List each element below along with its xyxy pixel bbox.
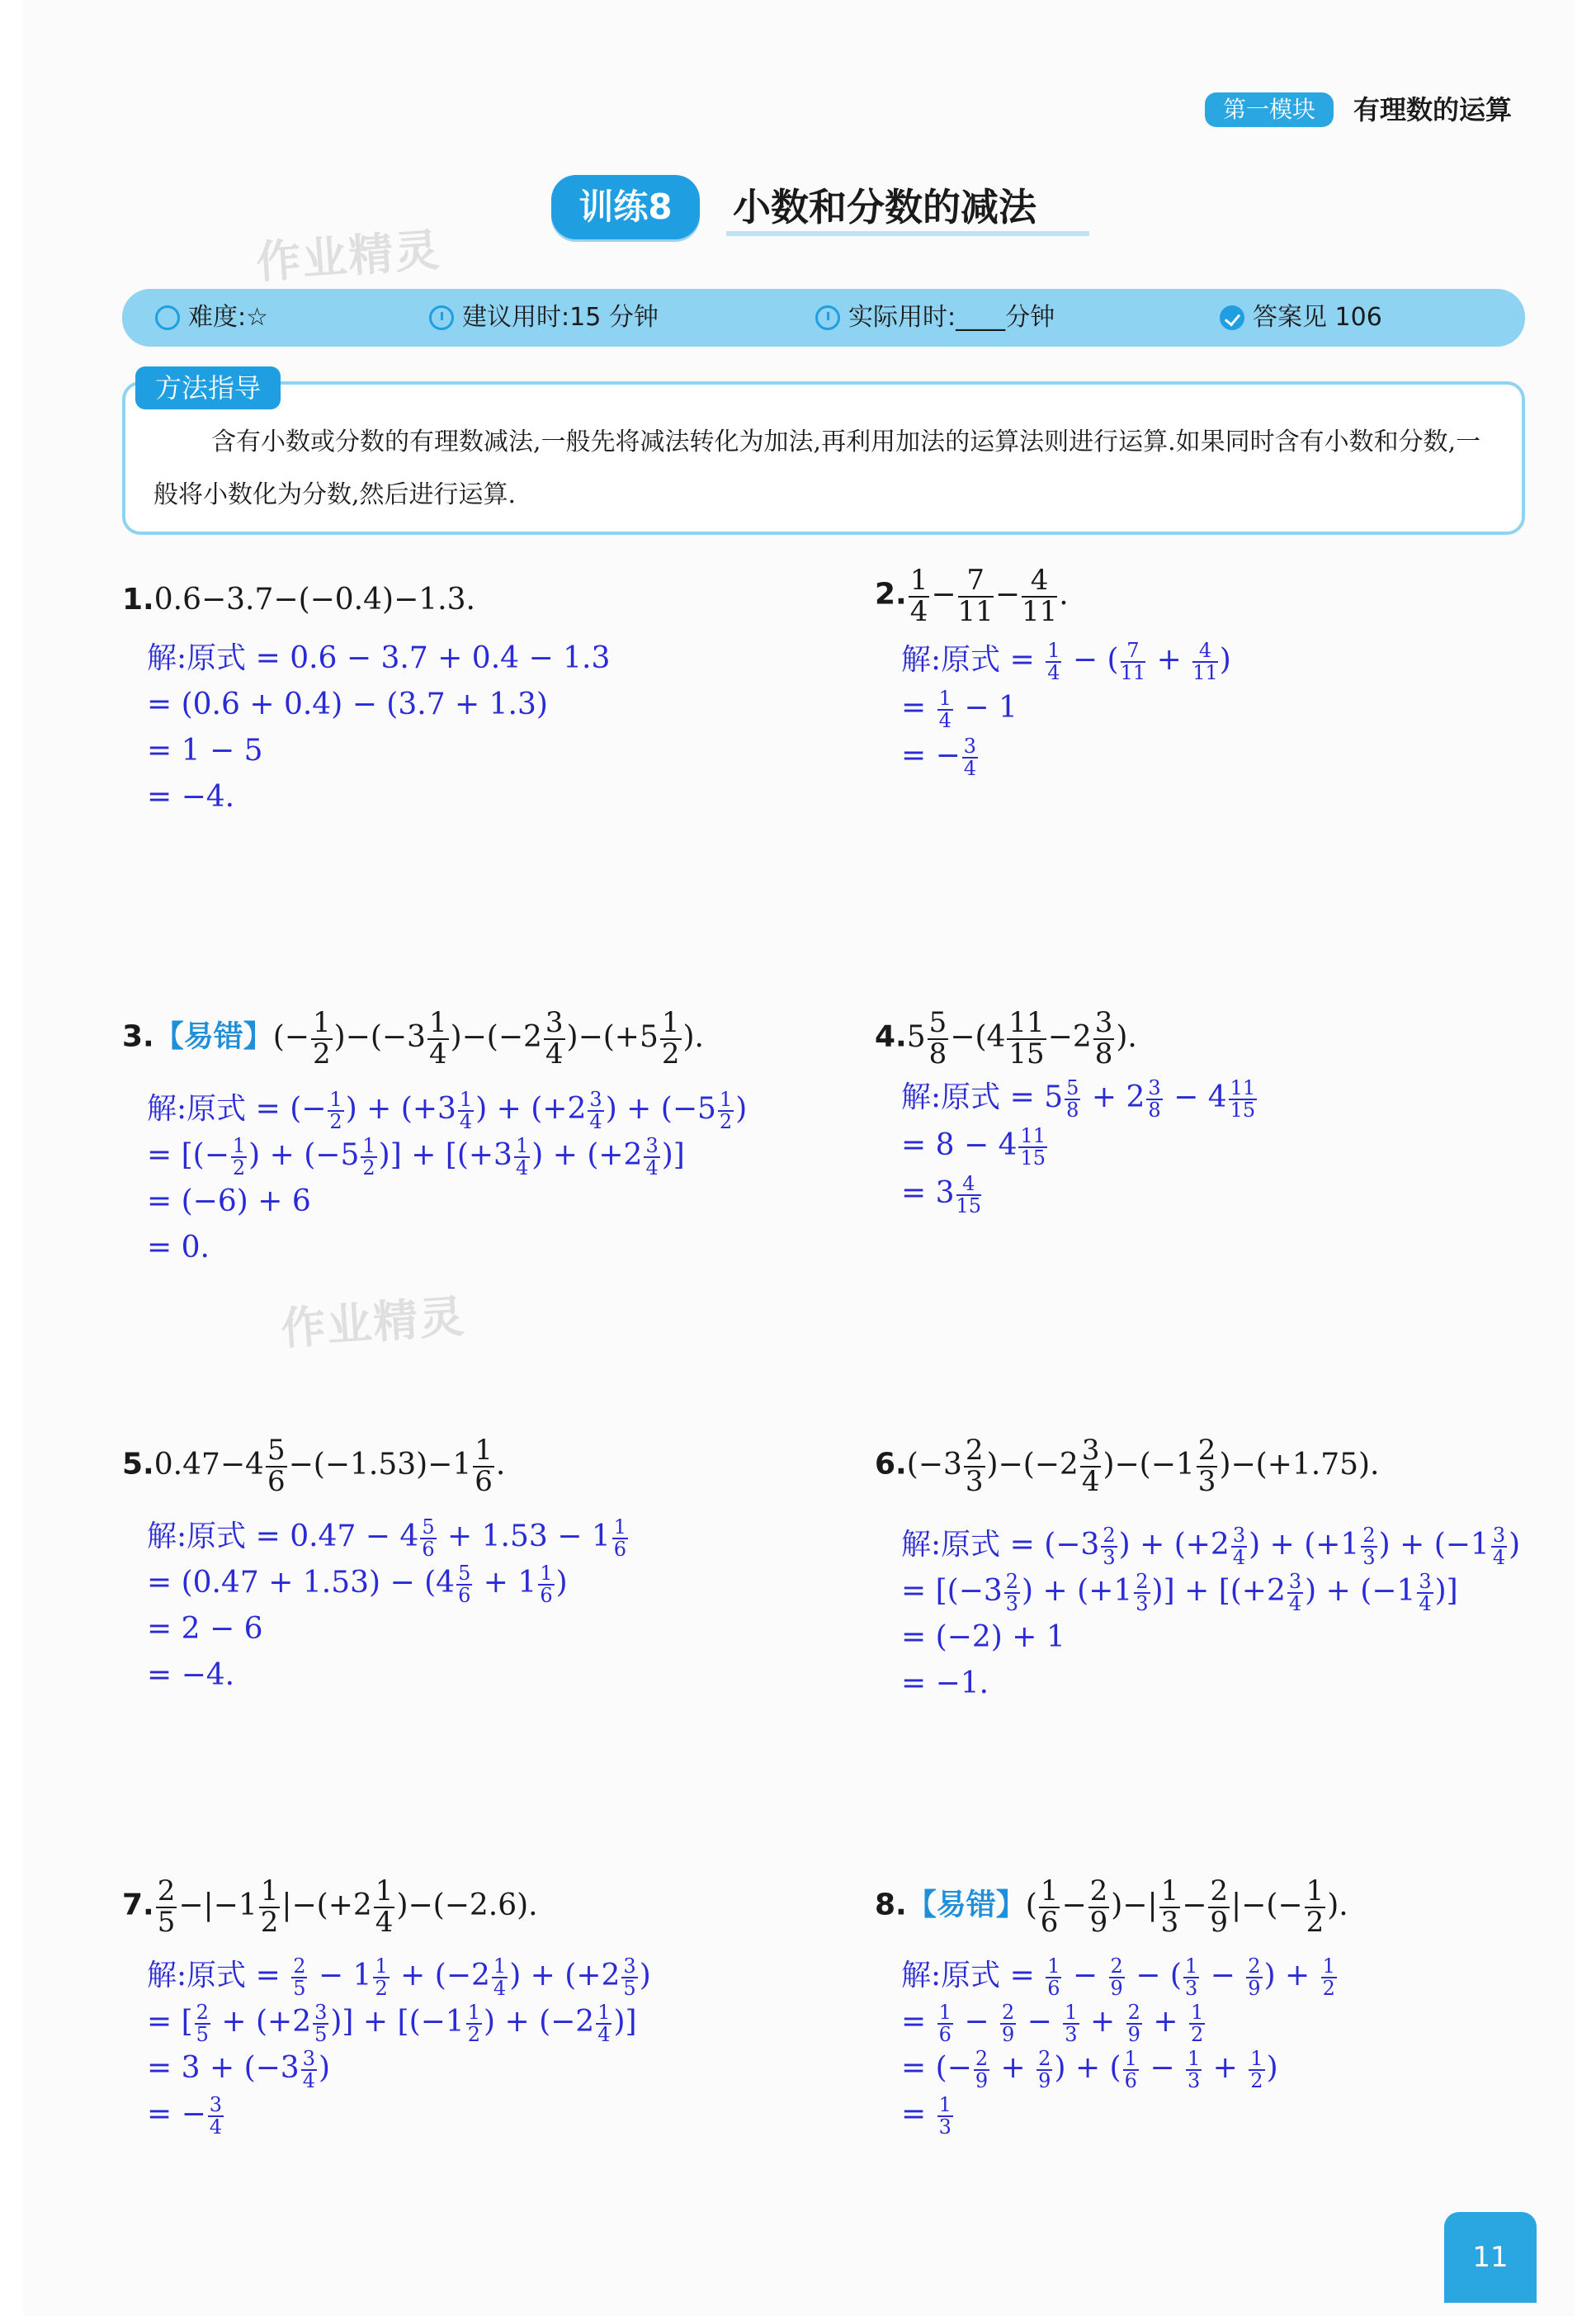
solution-prefix: 解:原式 xyxy=(901,643,1001,677)
clock-icon xyxy=(429,305,454,330)
solution-prefix: 解:原式 xyxy=(901,1080,1001,1114)
module-tag: 第一模块 xyxy=(1205,92,1334,127)
timer-icon xyxy=(815,305,840,330)
check-icon xyxy=(1220,305,1244,330)
solution-4: 解:原式 = 5 $\frac{5}{8}$ + 2 $\frac{3}{8}$ − 4 $\frac{11}{15}$ = 8 − 4 $\frac{11}{15}$ = 3 $\frac{4}{15}$ xyxy=(901,1075,1256,1217)
problem-expression: (− $\frac{1}{2}$ )−(−3 $\frac{1}{4}$ )−(−2 $\frac{3}{4}$ )−(+5 $\frac{1}{2}$ ). xyxy=(272,1006,705,1071)
difficulty xyxy=(155,302,268,333)
problem-2 xyxy=(875,566,1069,626)
problem-expression: 0.47−4 $\frac{5}{6}$ −(−1.53)−1 $\frac{1}{6}$ . xyxy=(153,1434,506,1498)
problem-1 xyxy=(122,579,475,621)
problem-number: 8. xyxy=(875,1888,907,1922)
actual-time xyxy=(815,302,1055,333)
problem-5 xyxy=(122,1436,505,1496)
error-prone-tag: 【易错】 xyxy=(906,1888,1026,1922)
error-prone-tag: 【易错】 xyxy=(153,1019,273,1054)
solution-3: 解:原式 = (− $\frac{1}{2}$ ) + (+3 $\frac{1}{4}$ ) + (+2 $\frac{3}{4}$ ) + (−5 $\frac{1}{2}$ ) = [(− $\frac{1}{2}$ ) + (−5 $\frac{1}{2}$ )] + [(+3 $\frac{1}{4}$ ) + (+2 $\frac{3}{4}$ )] = (−6) + 6 = 0. xyxy=(147,1087,748,1264)
problem-expression: 0.6−3.7−(−0.4)−1.3. xyxy=(153,583,475,617)
problem-number: 7. xyxy=(122,1888,154,1922)
title-underline xyxy=(726,231,1089,236)
solution-6: 解:原式 = (−3 $\frac{2}{3}$ ) + (+2 $\frac{3}{4}$ ) + (+1 $\frac{2}{3}$ ) + (−1 $\frac{3}{4}$ ) = [(−3 $\frac{2}{3}$ ) + (+1 $\frac{2}{3}$ )] + [(+2 $\frac{3}{4}$ ) + (−1 $\frac{3}{4}$ )] = (−2) + 1 = −1. xyxy=(901,1523,1521,1700)
method-text: 含有小数或分数的有理数减法,一般先将减法转化为加法,再利用加法的运算法则进行运算.如果同时含有小数和分数,一般将小数化为分数,然后进行运算. xyxy=(153,428,1481,509)
method-tag: 方法指导 xyxy=(135,366,281,409)
page-title: 小数和分数的减法 xyxy=(733,185,1036,229)
solution-1: 解:原式 = 0.6 − 3.7 + 0.4 − 1.3 = (0.6 + 0.4) − (3.7 + 1.3) = 1 − 5 = −4. xyxy=(147,641,611,814)
problem-number: 1. xyxy=(122,583,154,617)
solution-prefix: 解:原式 xyxy=(901,1528,1001,1562)
problem-number: 6. xyxy=(875,1447,907,1482)
solution-5: 解:原式 = 0.47 − 4 $\frac{5}{6}$ + 1.53 − 1 $\frac{1}{6}$ = (0.47 + 1.53) − (4 $\frac{5}{6}$ + 1 $\frac{1}{6}$ ) = 2 − 6 = −4. xyxy=(147,1515,627,1692)
solution-8: 解:原式 = $\frac{1}{6}$ − $\frac{2}{9}$ − ( $\frac{1}{3}$ − $\frac{2}{9}$ ) + $\frac{1}{2}$ = $\frac{1}{6}$ − $\frac{2}{9}$ − $\frac{1}{3}$ + $\frac{2}{9}$ + $\frac{1}{2}$ = (− $\frac{2}{9}$ + $\frac{2}{9}$ ) + ( $\frac{1}{6}$ − $\frac{1}{3}$ + $\frac{1}{2}$ ) = $\frac{1}{3}$ xyxy=(901,1954,1335,2139)
problem-number: 3. xyxy=(122,1019,154,1054)
answer-ref-label: 答案见 106 xyxy=(1253,303,1382,332)
problem-7 xyxy=(122,1874,538,1939)
difficulty-label: 难度:☆ xyxy=(188,303,269,332)
solution-prefix: 解:原式 xyxy=(147,1092,247,1126)
solution-prefix: 解:原式 xyxy=(147,1520,247,1553)
solution-2: 解:原式 = $\frac{1}{4}$ − ( $\frac{7}{11}$ + $\frac{4}{11}$ ) = $\frac{1}{4}$ − 1 = − $\frac{3}{4}$ xyxy=(901,638,1231,780)
solution-prefix: 解:原式 xyxy=(147,641,247,675)
problem-3 xyxy=(122,1006,705,1071)
problem-expression: (−3 $\frac{2}{3}$ )−(−2 $\frac{3}{4}$ )−(−1 $\frac{2}{3}$ )−(+1.75). xyxy=(906,1434,1380,1498)
actual-time-label: 实际用时:____分钟 xyxy=(848,303,1055,332)
suggested-time xyxy=(429,302,659,333)
problem-number: 4. xyxy=(875,1019,907,1054)
watermark: 作业精灵 xyxy=(279,1290,468,1355)
module-title: 有理数的运算 xyxy=(1353,94,1513,125)
solution-prefix: 解:原式 xyxy=(901,1959,1001,1992)
problem-6 xyxy=(875,1436,1380,1496)
solution-7: 解:原式 = $\frac{2}{5}$ − 1 $\frac{1}{2}$ + (−2 $\frac{1}{4}$ ) + (+2 $\frac{3}{5}$ ) = [ $\frac{2}{5}$ + (+2 $\frac{3}{5}$ )] + [(−1 $\frac{1}{2}$ ) + (−2 $\frac{1}{4}$ )] = 3 + (−3 $\frac{3}{4}$ ) = − $\frac{3}{4}$ xyxy=(147,1954,651,2139)
training-badge: 训练8 xyxy=(551,175,700,239)
problem-number: 5. xyxy=(122,1447,154,1482)
problem-number: 2. xyxy=(875,577,907,612)
suggested-time-label: 建议用时:15 分钟 xyxy=(462,303,659,332)
page-number: 11 xyxy=(1444,2212,1537,2303)
info-bar xyxy=(122,289,1525,347)
problem-4 xyxy=(875,1006,1137,1071)
problem-expression: ( $\frac{1}{6}$ − $\frac{2}{9}$ )−| $\frac{1}{3}$ − $\frac{2}{9}$ |−(− $\frac{1}{2}$ ). xyxy=(1025,1874,1348,1939)
watermark: 作业精灵 xyxy=(254,224,443,289)
problem-expression: $\frac{1}{4}$ − $\frac{7}{11}$ − $\frac{4}{11}$ . xyxy=(909,564,1069,628)
signal-icon xyxy=(155,305,180,330)
problem-8 xyxy=(875,1874,1348,1939)
problem-expression: $\frac{2}{5}$ −|−1 $\frac{1}{2}$ |−(+2 $\frac{1}{4}$ )−(−2.6). xyxy=(157,1874,538,1939)
solution-prefix: 解:原式 xyxy=(147,1959,247,1992)
answer-ref xyxy=(1220,302,1382,333)
problem-expression: 5 $\frac{5}{8}$ −(4 $\frac{11}{15}$ −2 $\frac{3}{8}$ ). xyxy=(906,1006,1137,1071)
